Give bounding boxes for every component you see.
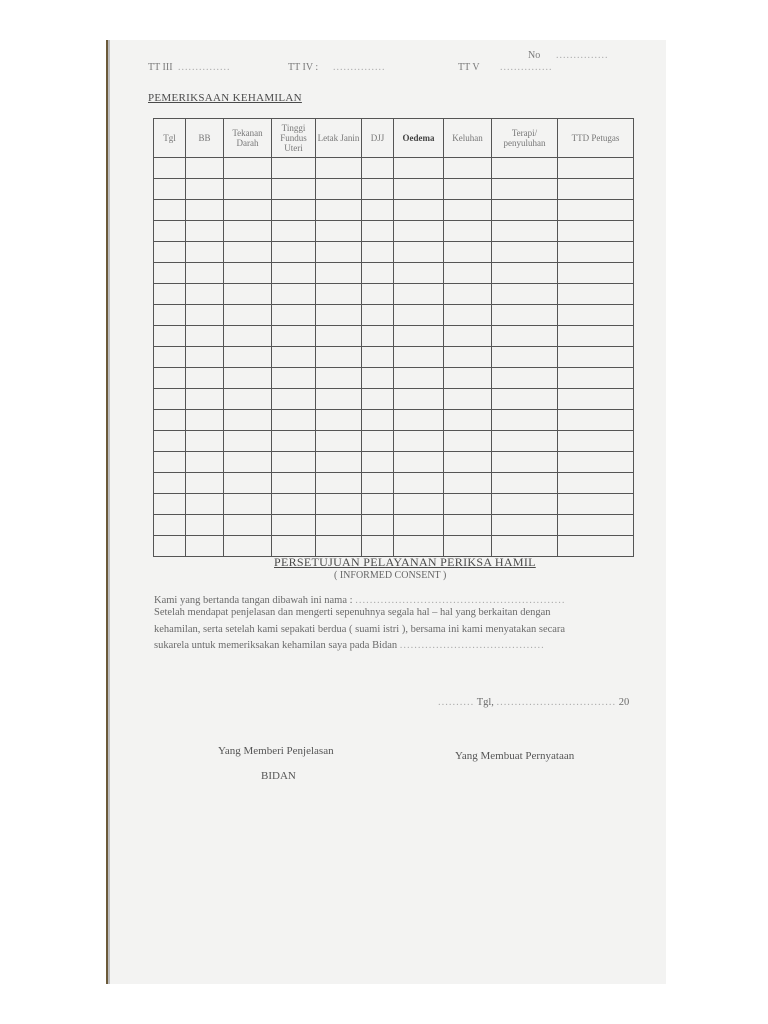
table-cell[interactable] (558, 242, 634, 263)
table-cell[interactable] (186, 452, 224, 473)
table-cell[interactable] (154, 410, 186, 431)
table-cell[interactable] (558, 326, 634, 347)
table-cell[interactable] (362, 515, 394, 536)
table-cell[interactable] (362, 263, 394, 284)
table-cell[interactable] (224, 179, 272, 200)
date-label: Tgl, (476, 697, 494, 708)
consent-subtitle: ( INFORMED CONSENT ) (334, 570, 447, 581)
name-dots: .......................................................... (355, 595, 566, 606)
date-line (438, 697, 629, 710)
table-cell[interactable] (154, 263, 186, 284)
table-cell[interactable] (558, 305, 634, 326)
table-cell[interactable] (558, 389, 634, 410)
tt5-label: TT V (458, 62, 480, 73)
table-header-cell: Oedema (394, 119, 444, 158)
table-cell[interactable] (154, 179, 186, 200)
table-cell[interactable] (316, 515, 362, 536)
table-cell[interactable] (394, 221, 444, 242)
table-cell[interactable] (394, 242, 444, 263)
table-cell[interactable] (558, 221, 634, 242)
table-row (154, 410, 634, 431)
table-cell[interactable] (558, 263, 634, 284)
bidan-dots: ........................................ (399, 640, 545, 651)
table-cell[interactable] (492, 431, 558, 452)
table-cell[interactable] (394, 515, 444, 536)
table-cell[interactable] (444, 263, 492, 284)
table-cell[interactable] (154, 368, 186, 389)
table-cell[interactable] (224, 494, 272, 515)
table-cell[interactable] (272, 536, 316, 557)
table-cell[interactable] (444, 410, 492, 431)
table-cell[interactable] (492, 326, 558, 347)
table-cell[interactable] (444, 515, 492, 536)
tt3-label: TT III (148, 62, 173, 73)
no-label: No (528, 50, 541, 61)
table-cell[interactable] (186, 368, 224, 389)
table-cell[interactable] (186, 158, 224, 179)
table-cell[interactable] (272, 284, 316, 305)
table-cell[interactable] (224, 410, 272, 431)
table-cell[interactable] (492, 305, 558, 326)
table-cell[interactable] (558, 473, 634, 494)
table-cell[interactable] (444, 452, 492, 473)
table-cell[interactable] (316, 242, 362, 263)
table-cell[interactable] (186, 536, 224, 557)
table-cell[interactable] (492, 200, 558, 221)
table-row (154, 473, 634, 494)
table-cell[interactable] (186, 326, 224, 347)
table-cell[interactable] (362, 452, 394, 473)
table-cell[interactable] (362, 494, 394, 515)
table-header-cell: BB (186, 119, 224, 158)
table-cell[interactable] (316, 368, 362, 389)
table-cell[interactable] (186, 179, 224, 200)
table-cell[interactable] (394, 347, 444, 368)
table-cell[interactable] (154, 452, 186, 473)
table-cell[interactable] (394, 305, 444, 326)
table-cell[interactable] (272, 200, 316, 221)
section-title: PEMERIKSAAN KEHAMILAN (148, 92, 302, 104)
tt3-dots: ............... (178, 62, 231, 73)
table-cell[interactable] (154, 431, 186, 452)
table-row (154, 200, 634, 221)
table-cell[interactable] (224, 368, 272, 389)
table-cell[interactable] (272, 305, 316, 326)
table-cell[interactable] (362, 200, 394, 221)
table-cell[interactable] (154, 305, 186, 326)
table-cell[interactable] (394, 494, 444, 515)
table-cell[interactable] (224, 242, 272, 263)
table-cell[interactable] (316, 200, 362, 221)
table-cell[interactable] (154, 515, 186, 536)
consent-line-1-text: Kami yang bertanda tangan dibawah ini nama : (154, 595, 353, 606)
table-cell[interactable] (272, 326, 316, 347)
table-cell[interactable] (444, 305, 492, 326)
table-header-cell: Letak Janin (316, 119, 362, 158)
table-row (154, 263, 634, 284)
table-cell[interactable] (558, 200, 634, 221)
table-cell[interactable] (224, 347, 272, 368)
table-cell[interactable] (558, 179, 634, 200)
tt4-label: TT IV : (288, 62, 319, 73)
table-cell[interactable] (272, 452, 316, 473)
table-cell[interactable] (492, 536, 558, 557)
table-row (154, 158, 634, 179)
table-cell[interactable] (492, 242, 558, 263)
table-row (154, 326, 634, 347)
table-cell[interactable] (444, 536, 492, 557)
table-cell[interactable] (224, 389, 272, 410)
table-cell[interactable] (492, 368, 558, 389)
table-cell[interactable] (186, 410, 224, 431)
consent-line-3: kehamilan, serta setelah kami sepakati berdua ( suami istri ), bersama ini kami menyatakan secara (154, 624, 566, 635)
table-cell[interactable] (224, 536, 272, 557)
table-cell[interactable] (492, 494, 558, 515)
right-signer: Yang Membuat Pernyataan (455, 750, 575, 762)
table-row (154, 284, 634, 305)
table-cell[interactable] (316, 263, 362, 284)
table-cell[interactable] (394, 368, 444, 389)
table-cell[interactable] (362, 158, 394, 179)
table-row (154, 494, 634, 515)
table-cell[interactable] (362, 326, 394, 347)
consent-line-4 (154, 640, 545, 653)
document-page (106, 40, 666, 984)
table-cell[interactable] (272, 158, 316, 179)
table-cell[interactable] (394, 431, 444, 452)
consent-line-4-text: sukarela untuk memeriksakan kehamilan saya pada Bidan (154, 640, 398, 651)
table-row (154, 368, 634, 389)
table-cell[interactable] (558, 431, 634, 452)
table-cell[interactable] (154, 494, 186, 515)
table-cell[interactable] (362, 368, 394, 389)
left-signer: Yang Memberi Penjelasan (218, 745, 334, 757)
table-cell[interactable] (362, 536, 394, 557)
left-role: BIDAN (261, 770, 296, 782)
table-row (154, 431, 634, 452)
table-cell[interactable] (224, 158, 272, 179)
table-cell[interactable] (224, 221, 272, 242)
table-cell[interactable] (272, 368, 316, 389)
table-cell[interactable] (272, 410, 316, 431)
table-cell[interactable] (316, 305, 362, 326)
table-cell[interactable] (154, 221, 186, 242)
table-header-cell: Terapi/ penyuluhan (492, 119, 558, 158)
table-cell[interactable] (154, 473, 186, 494)
table-cell[interactable] (154, 326, 186, 347)
table-cell[interactable] (444, 158, 492, 179)
table-cell[interactable] (444, 221, 492, 242)
table-cell[interactable] (224, 305, 272, 326)
table-cell[interactable] (362, 389, 394, 410)
table-cell[interactable] (154, 242, 186, 263)
table-row (154, 515, 634, 536)
table-cell[interactable] (394, 536, 444, 557)
year-label: 20 (618, 697, 630, 708)
table-cell[interactable] (186, 305, 224, 326)
table-cell[interactable] (154, 200, 186, 221)
table-cell[interactable] (362, 242, 394, 263)
table-cell[interactable] (394, 473, 444, 494)
table-cell[interactable] (272, 515, 316, 536)
table-cell[interactable] (394, 452, 444, 473)
table-cell[interactable] (224, 452, 272, 473)
table-row (154, 347, 634, 368)
tt4-dots: ............... (333, 62, 386, 73)
table-header-cell: Tgl (154, 119, 186, 158)
table-cell[interactable] (492, 221, 558, 242)
table-cell[interactable] (186, 515, 224, 536)
table-cell[interactable] (224, 263, 272, 284)
table-cell[interactable] (444, 494, 492, 515)
table-cell[interactable] (186, 494, 224, 515)
tt5-dots: ............... (500, 62, 553, 73)
table-row (154, 305, 634, 326)
table-cell[interactable] (444, 284, 492, 305)
table-cell[interactable] (362, 179, 394, 200)
table-cell[interactable] (316, 473, 362, 494)
table-cell[interactable] (444, 389, 492, 410)
table-cell[interactable] (492, 263, 558, 284)
table-cell[interactable] (224, 326, 272, 347)
table-header-cell: Tinggi Fundus Uteri (272, 119, 316, 158)
table-cell[interactable] (154, 158, 186, 179)
no-dots: ............... (556, 50, 609, 61)
table-cell[interactable] (186, 284, 224, 305)
table-cell[interactable] (444, 431, 492, 452)
table-cell[interactable] (394, 410, 444, 431)
table-cell[interactable] (558, 494, 634, 515)
table-cell[interactable] (186, 221, 224, 242)
table-cell[interactable] (186, 263, 224, 284)
table-cell[interactable] (444, 242, 492, 263)
table-cell[interactable] (558, 368, 634, 389)
table-cell[interactable] (444, 179, 492, 200)
table-cell[interactable] (362, 305, 394, 326)
table-row (154, 536, 634, 557)
table-cell[interactable] (558, 410, 634, 431)
table-cell[interactable] (444, 326, 492, 347)
table-row (154, 179, 634, 200)
table-cell[interactable] (224, 431, 272, 452)
table-cell[interactable] (316, 452, 362, 473)
table-cell[interactable] (186, 389, 224, 410)
table-cell[interactable] (186, 347, 224, 368)
table-cell[interactable] (224, 284, 272, 305)
table-cell[interactable] (394, 326, 444, 347)
table-cell[interactable] (394, 179, 444, 200)
table-cell[interactable] (186, 431, 224, 452)
table-cell[interactable] (492, 179, 558, 200)
table-cell[interactable] (272, 263, 316, 284)
table-cell[interactable] (394, 263, 444, 284)
table-cell[interactable] (154, 284, 186, 305)
table-cell[interactable] (316, 221, 362, 242)
table-cell[interactable] (362, 221, 394, 242)
table-cell[interactable] (492, 452, 558, 473)
table-cell[interactable] (154, 347, 186, 368)
table-row (154, 221, 634, 242)
table-cell[interactable] (492, 158, 558, 179)
table-cell[interactable] (272, 347, 316, 368)
table-cell[interactable] (186, 473, 224, 494)
table-cell[interactable] (316, 284, 362, 305)
table-cell[interactable] (558, 452, 634, 473)
table-header-cell: TTD Petugas (558, 119, 634, 158)
table-cell[interactable] (558, 536, 634, 557)
table-cell[interactable] (558, 284, 634, 305)
table-cell[interactable] (492, 473, 558, 494)
date-dots: ................................. (496, 697, 617, 708)
table-cell[interactable] (224, 515, 272, 536)
table-row (154, 389, 634, 410)
date-lead-dots: .......... (438, 697, 475, 708)
table-header-row (154, 119, 634, 158)
table-cell[interactable] (444, 200, 492, 221)
consent-title: PERSETUJUAN PELAYANAN PERIKSA HAMIL (274, 555, 536, 569)
table-cell[interactable] (186, 200, 224, 221)
table-cell[interactable] (272, 431, 316, 452)
table-cell[interactable] (362, 431, 394, 452)
table-cell[interactable] (394, 389, 444, 410)
table-cell[interactable] (444, 473, 492, 494)
table-cell[interactable] (492, 347, 558, 368)
table-cell[interactable] (316, 389, 362, 410)
table-cell[interactable] (272, 494, 316, 515)
table-cell[interactable] (316, 158, 362, 179)
table-cell[interactable] (394, 158, 444, 179)
table-cell[interactable] (272, 221, 316, 242)
table-header-cell: Keluhan (444, 119, 492, 158)
table-cell[interactable] (272, 242, 316, 263)
table-cell[interactable] (444, 368, 492, 389)
table-cell[interactable] (492, 515, 558, 536)
table-header-cell: DJJ (362, 119, 394, 158)
table-cell[interactable] (316, 536, 362, 557)
table-cell[interactable] (362, 284, 394, 305)
table-cell[interactable] (272, 179, 316, 200)
table-cell[interactable] (316, 326, 362, 347)
table-cell[interactable] (154, 536, 186, 557)
table-cell[interactable] (272, 473, 316, 494)
table-row (154, 452, 634, 473)
table-row (154, 242, 634, 263)
table-cell[interactable] (224, 473, 272, 494)
exam-table (153, 118, 634, 557)
table-cell[interactable] (272, 389, 316, 410)
consent-line-2: Setelah mendapat penjelasan dan mengerti sepenuhnya segala hal – hal yang berkaitan dengan (154, 607, 551, 618)
table-cell[interactable] (394, 284, 444, 305)
table-cell[interactable] (316, 494, 362, 515)
table-cell[interactable] (224, 200, 272, 221)
table-cell[interactable] (316, 347, 362, 368)
table-cell[interactable] (362, 473, 394, 494)
table-cell[interactable] (492, 389, 558, 410)
table-cell[interactable] (362, 410, 394, 431)
table-cell[interactable] (444, 347, 492, 368)
table-cell[interactable] (492, 284, 558, 305)
table-cell[interactable] (558, 347, 634, 368)
table-header-cell: Tekanan Darah (224, 119, 272, 158)
table-cell[interactable] (558, 158, 634, 179)
table-cell[interactable] (316, 410, 362, 431)
consent-line-1 (154, 595, 565, 608)
table-cell[interactable] (558, 515, 634, 536)
table-cell[interactable] (186, 242, 224, 263)
table-cell[interactable] (362, 347, 394, 368)
table-cell[interactable] (492, 410, 558, 431)
table-cell[interactable] (316, 179, 362, 200)
table-cell[interactable] (394, 200, 444, 221)
table-cell[interactable] (154, 389, 186, 410)
table-cell[interactable] (316, 431, 362, 452)
